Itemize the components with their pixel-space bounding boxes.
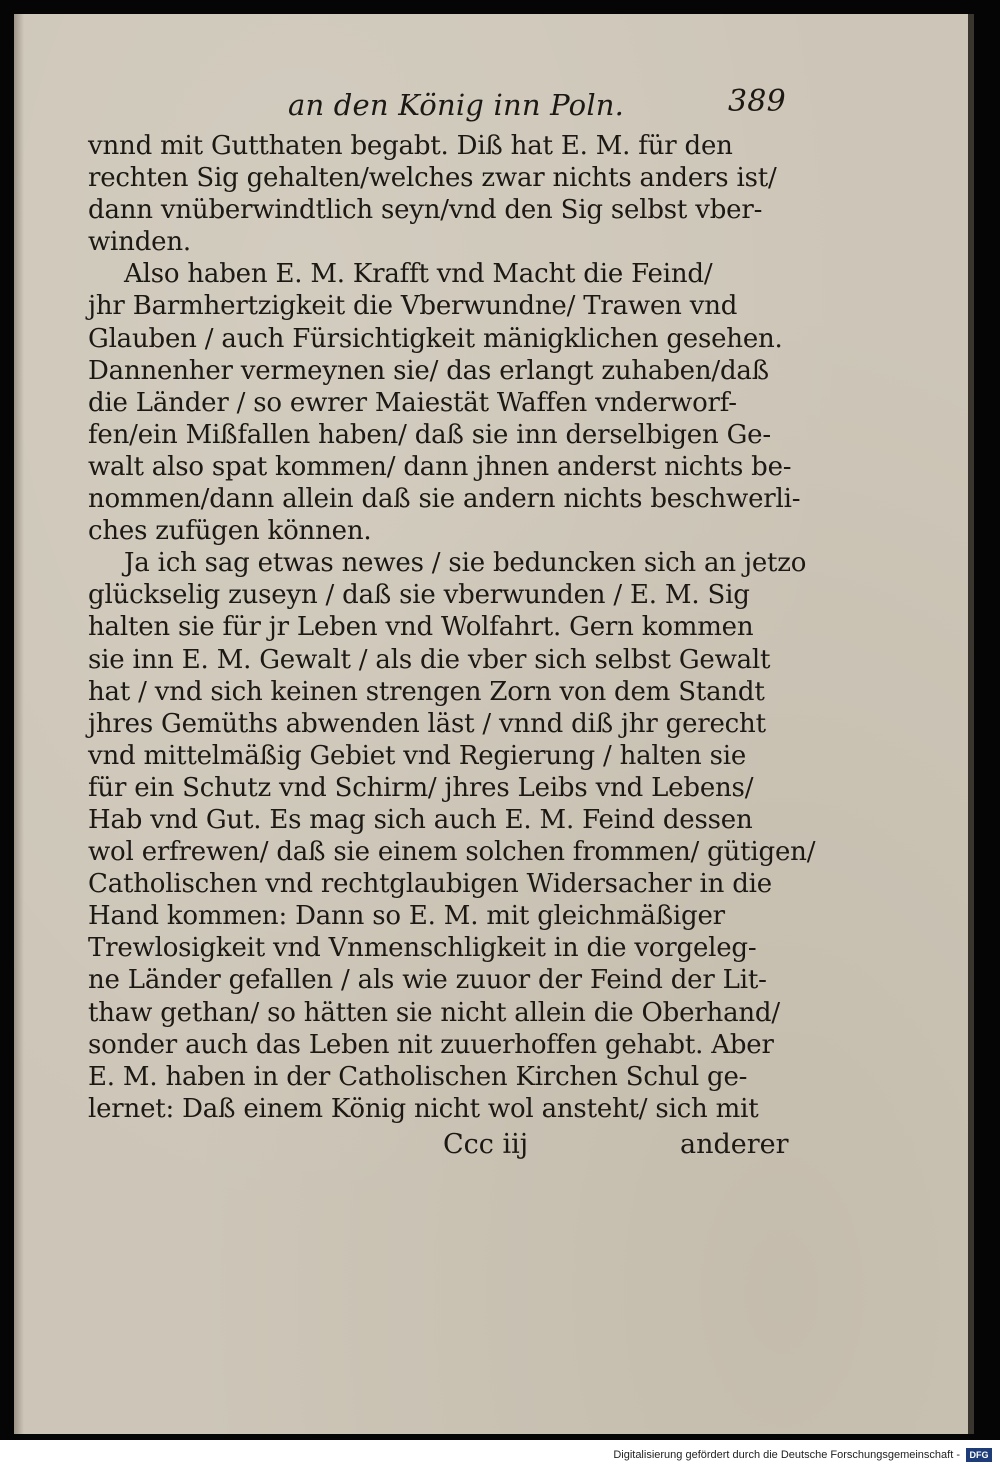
text-line: walt also spat kommen/ dann jhnen anderst nichts be-	[88, 451, 792, 482]
page-text-block	[88, 78, 816, 1171]
page-number: 389	[728, 84, 786, 119]
text-line: wol erfrewen/ daß sie einem solchen frommen/ gütigen/	[88, 837, 816, 868]
text-line: Dannenher vermeynen sie/ das erlangt zuhaben/daß	[88, 355, 769, 386]
text-line: sonder auch das Leben nit zuuerhoffen gehabt. Aber	[88, 1029, 774, 1060]
text-line: halten sie für jr Leben vnd Wolfahrt. Gern kommen	[88, 612, 754, 643]
text-line: fen/ein Mißfallen haben/ daß sie inn derselbigen Ge-	[88, 419, 771, 450]
dfg-logo-icon[interactable]: DFG	[966, 1448, 992, 1462]
page-footer	[88, 1127, 788, 1171]
dfg-credit-text: Digitalisierung gefördert durch die Deutsche Forschungsgemeinschaft -	[613, 1449, 960, 1461]
text-line: vnnd mit Gutthaten begabt. Diß hat E. M. für den	[88, 131, 733, 161]
text-line: lernet: Daß einem König nicht wol ansteht/ sich mit	[88, 1093, 759, 1124]
text-line: Hab vnd Gut. Es mag sich auch E. M. Feind dessen	[88, 804, 753, 835]
text-line: jhr Barmhertzigkeit die Vberwundne/ Trawen vnd	[88, 291, 738, 322]
text-line: sie inn E. M. Gewalt / als die vber sich selbst Gewalt	[88, 644, 771, 675]
running-head: an den König inn Poln.	[288, 88, 625, 122]
page-header	[88, 78, 788, 130]
text-line: jhres Gemüths abwenden läst / vnnd diß jhr gerecht	[88, 708, 766, 739]
text-line: Glauben / auch Fürsichtigkeit mänigklichen gesehen.	[88, 323, 783, 354]
text-line: winden.	[88, 227, 191, 258]
signature-mark: Ccc iij	[443, 1128, 529, 1160]
text-line: die Länder / so ewrer Maiestät Waffen vnderworf-	[88, 387, 737, 418]
text-line: Catholischen vnd rechtglaubigen Widersacher in die	[88, 869, 772, 900]
text-line: für ein Schutz vnd Schirm/ jhres Leibs vnd Lebens/	[88, 772, 754, 803]
text-line: dann vnüberwindtlich seyn/vnd den Sig selbst vber-	[88, 195, 763, 226]
dfg-credit-bar	[0, 1440, 1000, 1469]
text-line: vnd mittelmäßig Gebiet vnd Regierung / halten sie	[88, 740, 747, 771]
page-gutter-shadow	[14, 14, 24, 1434]
text-line: hat / vnd sich keinen strengen Zorn von dem Standt	[88, 676, 765, 707]
page-edge	[968, 14, 974, 1434]
text-line: Hand kommen: Dann so E. M. mit gleichmäßiger	[88, 901, 725, 932]
text-line: ne Länder gefallen / als wie zuuor der Feind der Lit-	[88, 965, 767, 996]
catchword: anderer	[680, 1128, 789, 1160]
text-line: nommen/dann allein daß sie andern nichts beschwerli-	[88, 484, 801, 515]
text-line: rechten Sig gehalten/welches zwar nichts anders ist/	[88, 163, 777, 194]
text-line: ches zufügen können.	[88, 516, 372, 547]
text-line: Trewlosigkeit vnd Vnmenschligkeit in die vorgeleg-	[88, 933, 757, 964]
text-line: Ja ich sag etwas newes / sie beduncken sich an jetzo	[124, 548, 807, 579]
body-text	[88, 130, 816, 1125]
text-line: E. M. haben in der Catholischen Kirchen Schul ge-	[88, 1061, 748, 1092]
text-line: glückselig zuseyn / daß sie vberwunden / E. M. Sig	[88, 580, 750, 611]
text-line: thaw gethan/ so hätten sie nicht allein die Oberhand/	[88, 997, 780, 1028]
text-line: Also haben E. M. Krafft vnd Macht die Feind/	[124, 259, 713, 290]
